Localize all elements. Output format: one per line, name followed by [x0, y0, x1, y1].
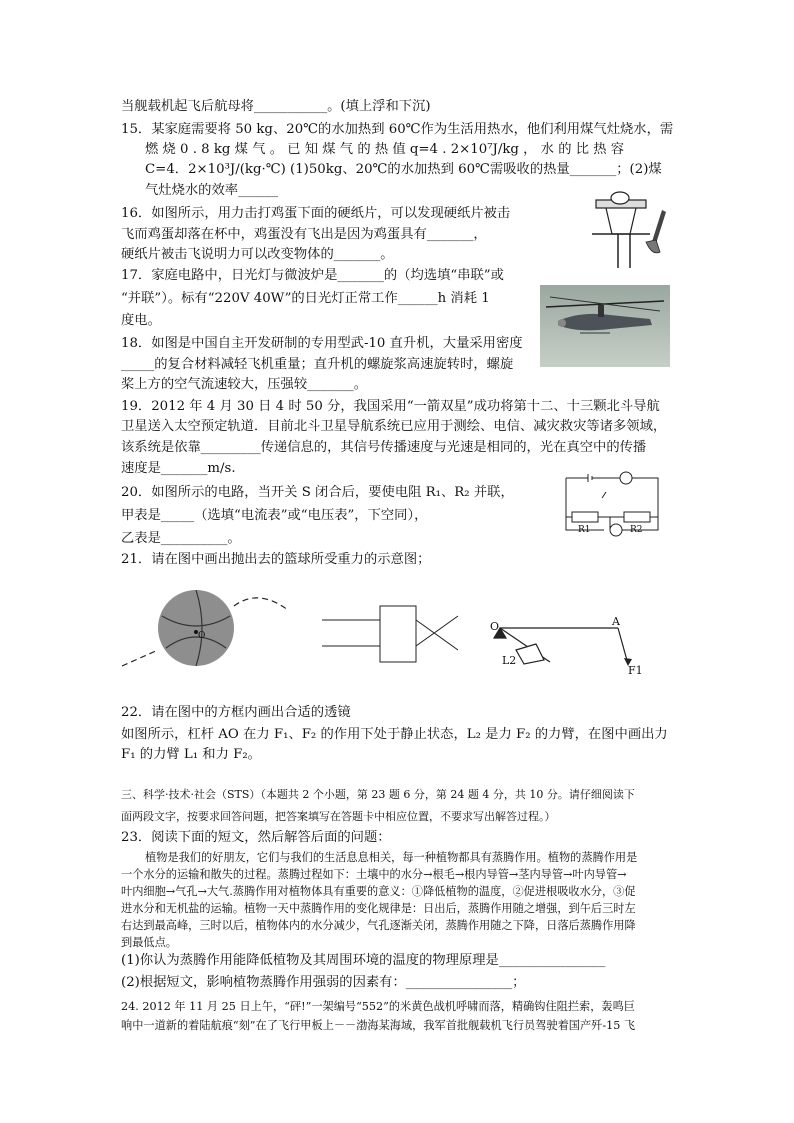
- q22-line3: F₁ 的力臂 L₁ 和力 F₂。: [121, 747, 261, 762]
- q21-line: 21．请在图中画出抛出去的篮球所受重力的示意图；: [121, 552, 431, 567]
- q16-line2: 飞而鸡蛋却落在杯中，鸡蛋没有飞出是因为鸡蛋具有_______，: [121, 227, 487, 242]
- q19-line1: 19．2012 年 4 月 30 日 4 时 50 分，我国采用“一箭双星”成功将第十二、十三颗北斗导航: [121, 399, 660, 414]
- lever-o-label: O: [490, 620, 500, 633]
- lever-figure: [486, 616, 646, 678]
- q17-line1: 17．家庭电路中，日光灯与微波炉是_______的（均选填“串联”或: [121, 268, 504, 283]
- q23-para-6: 到最低点。: [121, 936, 177, 949]
- q15-line4: 气灶烧水的效率______: [145, 183, 278, 198]
- q22-line2: 如图所示，杠杆 AO 在力 F₁、F₂ 的作用下处于静止状态，L₂ 是力 F₂ 的力臂，在图中画出力: [121, 727, 668, 742]
- q18-line1: 18．如图是中国自主开发研制的专用型武-10 直升机，大量采用密度: [121, 336, 523, 351]
- q14-tail: 当舰载机起飞后航母将___________。(填上浮和下沉): [121, 99, 431, 114]
- helicopter-photo: [540, 285, 670, 367]
- r2-label: R2: [630, 525, 643, 535]
- q15-line2: 燃 烧 0 . 8 kg 煤 气 。 已 知 煤 气 的 热 值 q=4 . 2×10⁷J/kg ， 水 的 比 热 容: [145, 142, 625, 157]
- egg-cup-figure: [590, 190, 672, 270]
- q23-para-4: 进水分和无机盐的运输。植物一天中蒸腾作用的变化规律是：日出后，蒸腾作用随之增强，到午后三时左: [121, 902, 636, 915]
- q23-para-5: 右达到最高峰，三时以后，植物体内的水分减少，气孔逐渐关闭，蒸腾作用随之下降，日落后蒸腾作用降: [121, 919, 636, 932]
- q16-line3: 硬纸片被击飞说明力可以改变物体的_______。: [121, 247, 394, 262]
- section3-heading: 三、科学·技术·社会（STS）（本题共 2 个小题，第 23 题 6 分，第 24 题 4 分，共 10 分。请仔细阅读下: [121, 788, 635, 801]
- q23-para-3: 叶内细胞→气孔→大气.蒸腾作用对植物体具有重要的意义：①降低植物的温度，②促进根吸收水分，③促: [121, 885, 636, 898]
- q19-line2: 卫星送入太空预定轨道．目前北斗卫星导航系统已应用于测绘、电信、减灾救灾等诸多领域，: [121, 419, 667, 434]
- q20-line2: 甲表是_____（选填“电流表”或“电压表”，下空同），: [121, 508, 428, 523]
- q17-line3: 度电。: [121, 313, 161, 328]
- lever-a-label: A: [612, 616, 620, 628]
- q22-line1: 22．请在图中的方框内画出合适的透镜: [121, 705, 351, 720]
- q18-line2: _____的复合材料减轻飞机重量；直升机的螺旋浆高速旋转时，螺旋: [121, 357, 514, 372]
- basketball-figure: [118, 586, 298, 671]
- circuit-diagram: [558, 470, 666, 550]
- q18-line3: 桨上方的空气流速较大，压强较_______。: [121, 377, 367, 392]
- q23-answer-1: (1)你认为蒸腾作用能降低植物及其周围环境的温度的物理原理是________________: [121, 953, 606, 968]
- q24-line2: 响中一道新的着陆航痕“刻”在了飞行甲板上－－渤海某海域，我军首批舰载机飞行员驾驶着国产歼-15 飞: [121, 1019, 636, 1032]
- q16-line1: 16．如图所示，用力击打鸡蛋下面的硬纸片，可以发现硬纸片被击: [121, 206, 511, 221]
- q15-line1: 15．某家庭需要将 50 kg、20℃的水加热到 60℃作为生活用热水，他们利用煤气灶烧水，需: [121, 122, 674, 137]
- r1-label: R1: [578, 525, 591, 535]
- q23-answer-2: (2)根据短文，影响植物蒸腾作用强弱的因素有：________________；: [121, 975, 526, 990]
- q23-title: 23．阅读下面的短文，然后解答后面的问题：: [121, 830, 391, 845]
- q23-para-1: 植物是我们的好朋友，它们与我们的生活息息相关，每一种植物都具有蒸腾作用。植物的蒸腾作用是: [145, 851, 638, 864]
- q19-line3: 该系统是依靠_________传递信息的，其信号传播速度与光速是相同的，光在真空中的传播: [121, 440, 647, 455]
- q20-line1: 20．如图所示的电路，当开关 S 闭合后，要使电阻 R₁、R₂ 并联，: [121, 485, 514, 500]
- q15-line3: C=4．2×10³J/(kg·℃) (1)50kg、20℃的水加热到 60℃需吸收的热量_______；(2)煤: [145, 162, 662, 177]
- ball-center-label: O: [198, 631, 206, 641]
- q24-line1: 24. 2012 年 11 月 25 日上午，“砰!”一架编号“552”的米黄色战机呼啸而落，精确钩住阻拦索，轰鸣巨: [121, 1000, 635, 1013]
- lens-box-figure: [320, 600, 462, 666]
- q17-line2: “并联”）。标有“220V 40W”的日光灯正常工作______h 消耗 1: [121, 291, 490, 306]
- section3-instructions: 面两段文字，按要求回答问题，把答案填写在答题卡中相应位置，不要求写出解答过程。）: [121, 810, 556, 823]
- q23-para-2: 一个水分的运输和散失的过程。蒸腾过程如下：土壤中的水分→根毛→根内导管→茎内导管→叶内导管→: [121, 868, 627, 881]
- q20-line3: 乙表是__________。: [121, 531, 241, 546]
- lever-f1-label: F1: [628, 664, 643, 677]
- q19-line4: 速度是_______m/s.: [121, 461, 236, 476]
- lever-l2-label: L2: [502, 654, 517, 667]
